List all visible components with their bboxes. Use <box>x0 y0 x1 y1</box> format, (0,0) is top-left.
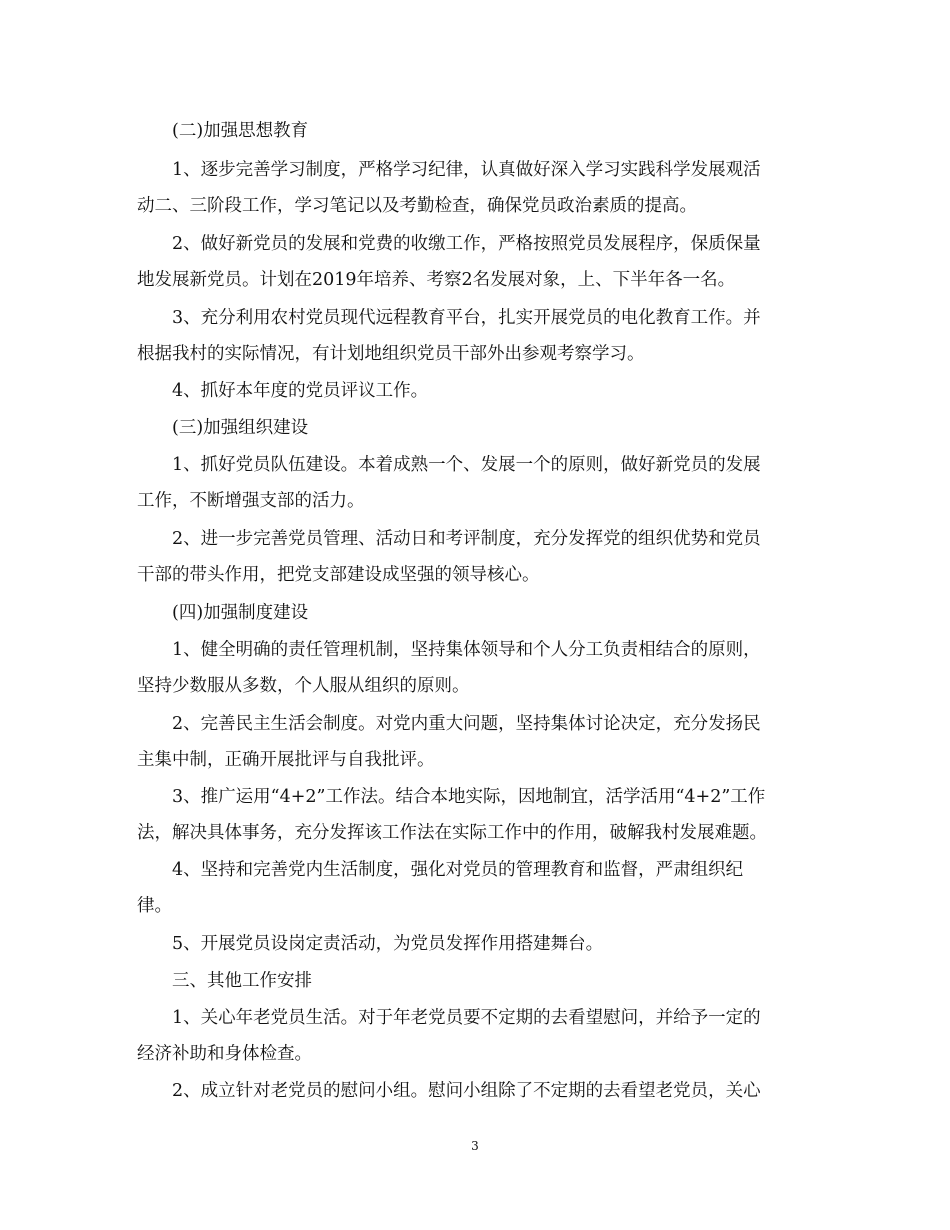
paragraph-line: 法，解决具体事务，充分发挥该工作法在实际工作中的作用，破解我村发展难题。 <box>137 823 767 843</box>
paragraph-line: 地发展新党员。计划在2019年培养、考察2名发展对象，上、下半年各一名。 <box>137 270 736 290</box>
paragraph-line: 干部的带头作用，把党支部建设成坚强的领导核心。 <box>137 565 540 585</box>
paragraph-line: 2、完善民主生活会制度。对党内重大问题，坚持集体讨论决定，充分发扬民 <box>172 714 761 734</box>
paragraph-line: 工作，不断增强支部的活力。 <box>137 491 365 511</box>
paragraph-line: 动二、三阶段工作，学习笔记以及考勤检查，确保党员政治素质的提高。 <box>137 196 697 216</box>
section-heading-institution: (四)加强制度建设 <box>172 603 309 623</box>
paragraph-line: 2、进一步完善党员管理、活动日和考评制度，充分发挥党的组织优势和党员 <box>172 529 761 549</box>
paragraph-line: 律。 <box>137 896 172 916</box>
page-number: 3 <box>471 1139 479 1153</box>
paragraph-line: 2、成立针对老党员的慰问小组。慰问小组除了不定期的去看望老党员，关心 <box>172 1081 761 1101</box>
paragraph-line: 1、健全明确的责任管理机制，坚持集体领导和个人分工负责相结合的原则， <box>172 640 761 660</box>
paragraph-line: 2、做好新党员的发展和党费的收缴工作，严格按照党员发展程序，保质保量 <box>172 234 761 254</box>
section-heading-other: 三、其他工作安排 <box>172 971 312 991</box>
paragraph-line: 1、关心年老党员生活。对于年老党员要不定期的去看望慰问，并给予一定的 <box>172 1008 761 1028</box>
paragraph-line: 1、逐步完善学习制度，严格学习纪律，认真做好深入学习实践科学发展观活 <box>172 160 761 180</box>
section-heading-ideology: (二)加强思想教育 <box>172 121 309 141</box>
paragraph-line: 4、抓好本年度的党员评议工作。 <box>172 381 429 401</box>
paragraph-line: 3、推广运用“4+2”工作法。结合本地实际，因地制宜，活学活用“4+2”工作 <box>172 787 766 807</box>
paragraph-line: 5、开展党员设岗定责活动，为党员发挥作用搭建舞台。 <box>172 934 604 954</box>
paragraph-line: 主集中制，正确开展批评与自我批评。 <box>137 750 435 770</box>
paragraph-line: 1、抓好党员队伍建设。本着成熟一个、发展一个的原则，做好新党员的发展 <box>172 455 761 475</box>
paragraph-line: 经济补助和身体检查。 <box>137 1044 312 1064</box>
paragraph-line: 4、坚持和完善党内生活制度，强化对党员的管理教育和监督，严肃组织纪 <box>172 860 744 880</box>
paragraph-line: 坚持少数服从多数，个人服从组织的原则。 <box>137 676 470 696</box>
section-heading-organization: (三)加强组织建设 <box>172 418 309 438</box>
paragraph-line: 3、充分利用农村党员现代远程教育平台，扎实开展党员的电化教育工作。并 <box>172 308 761 328</box>
paragraph-line: 根据我村的实际情况，有计划地组织党员干部外出参观考察学习。 <box>137 344 645 364</box>
